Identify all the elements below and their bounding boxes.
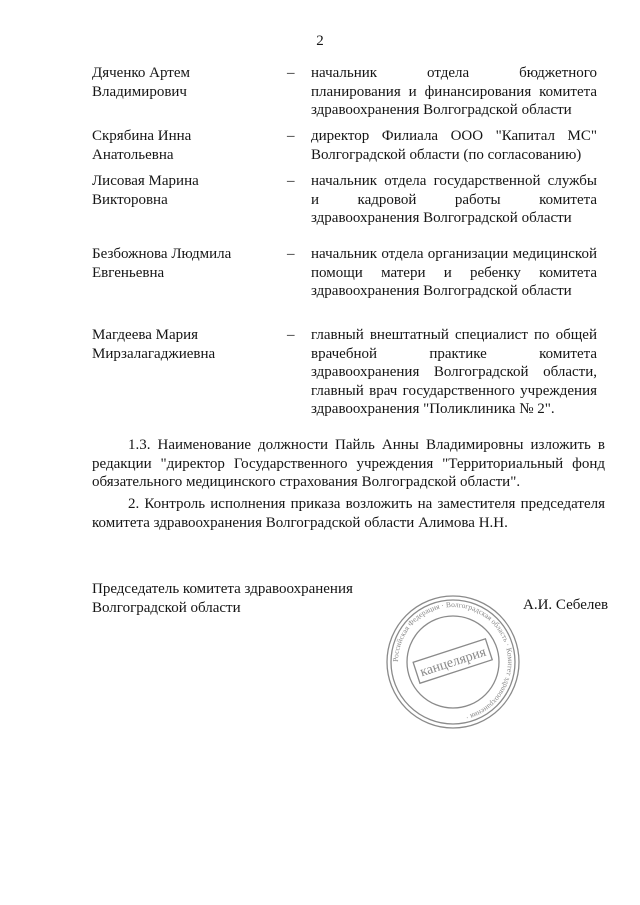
- member-role: главный внештатный специалист по общей врачебной практике комитета здравоохранения Волгоградской области, главный врач государственного учреждения здравоохранения "Поликлиника № 2".: [311, 327, 597, 417]
- member-role: директор Филиала ООО "Капитал МС" Волгоградской области (по согласованию): [311, 128, 597, 163]
- member-role: начальник отдела государственной службы и кадровой работы комитета здравоохранения Волгоградской области: [311, 173, 597, 226]
- dash: –: [287, 65, 295, 81]
- member-name: Магдеева Мария Мирзалагаджиевна: [92, 327, 216, 362]
- member-name: Безбожнова Людмила Евгеньевна: [92, 246, 232, 281]
- member-name: Скрябина Инна Анатольевна: [92, 128, 192, 163]
- paragraph-1-3: 1.3. Наименование должности Пайль Анны Владимировны изложить в редакции "директор Государственного учреждения "Территориальный фонд обязательного медицинского страхования Волгоградской области".: [92, 437, 605, 490]
- signatory-name: А.И. Себелев: [523, 597, 609, 613]
- stamp-ring-text: Российская Федерация · Волгоградская область · Комитет здравоохранения ·: [390, 599, 516, 723]
- signatory-title: Председатель комитета здравоохранения Волгоградской области: [92, 581, 353, 616]
- member-role: начальник отдела бюджетного планирования и финансирования комитета здравоохранения Волгоградской области: [311, 65, 597, 118]
- dash: –: [287, 173, 295, 189]
- office-stamp: [383, 592, 523, 732]
- page-number: 2: [316, 33, 324, 49]
- member-role: начальник отдела организации медицинской помощи матери и ребенку комитета здравоохранения Волгоградской области: [311, 246, 597, 299]
- member-name: Дяченко Артем Владимирович: [92, 65, 190, 100]
- stamp-center-text: канцелярия: [418, 644, 488, 681]
- dash: –: [287, 128, 295, 144]
- dash: –: [287, 246, 295, 262]
- dash: –: [287, 327, 295, 343]
- paragraph-2: 2. Контроль исполнения приказа возложить на заместителя председателя комитета здравоохранения Волгоградской области Алимова Н.Н.: [92, 496, 605, 531]
- member-name: Лисовая Марина Викторовна: [92, 173, 199, 208]
